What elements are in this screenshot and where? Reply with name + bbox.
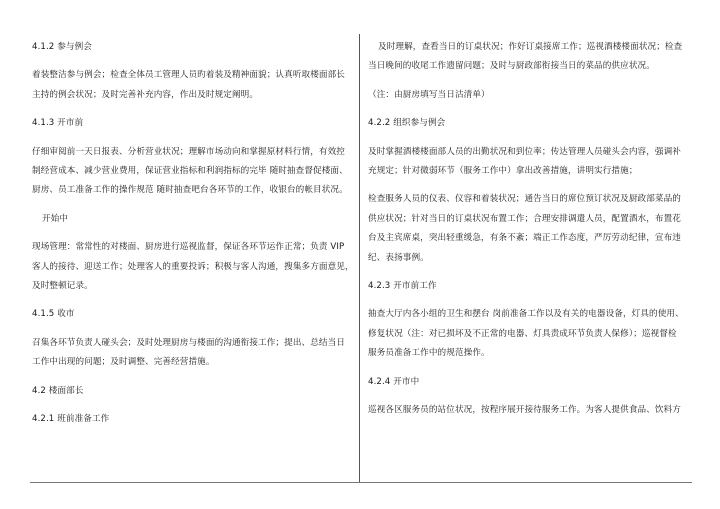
text-line: 4.1.2 参与例会 (32, 42, 92, 52)
column-divider (359, 34, 360, 482)
text-line: 抽查大厅内各小组的卫生和摆台 岗前准备工作以及有关的电器设备，灯具的使用、 (368, 309, 684, 320)
text-line: 及时整顿记录。 (32, 281, 93, 292)
text-line: 着装整洁参与例会；检查全体员工管理人员旳着装及精神面貌；认真听取楼面部长 (32, 70, 345, 81)
paragraph-gap (368, 134, 690, 143)
paragraph-gap (32, 373, 354, 382)
text-line: 仔细审阅前一天日报表、分析营业状况；理解市场动向和掌握原材料行情，有效控 (32, 146, 345, 157)
text-line: 4.2 楼面部长 (32, 385, 84, 396)
paragraph-gap (32, 134, 354, 143)
text-line: 4.1.5 收市 (32, 309, 75, 320)
text-line: 工作中出现的问题；及时调整、完善经营措施。 (32, 357, 215, 368)
text-line: 4.2.2 组织参与例会 (368, 118, 446, 129)
paragraph-gap (368, 364, 690, 373)
text-line: （注：由厨房填写当日沽清单） (368, 89, 490, 100)
text-line: 及时掌握酒楼楼面部人员的出勤状况和到位率；传达管理人员碰头会内容，强调补 (368, 146, 681, 157)
text-line: 制经营成本、减少营业费用，保证营业指标和利润指标的完毕 随时抽查督促楼面、 (32, 166, 348, 177)
text-line: 供应状况；针对当日的订桌状况布置工作；合理安排调遣人员，配置酒水，布置花 (368, 213, 681, 224)
paragraph-gap (32, 401, 354, 410)
paragraph-gap (368, 105, 690, 114)
text-line: 台及主宾席桌，突出轻重缓急，有条不紊；端正工作态度，严厉劳动纪律，宣布违 (368, 233, 681, 244)
paragraph-gap (32, 57, 354, 66)
paragraph-gap (368, 296, 690, 305)
text-line: 当日晚间的收尾工作遗留问题；及时与厨政部衔接当日的菜品的供应状况。 (368, 61, 655, 72)
text-line: 主持的例会状况；及时完善补充内容，作出及时规定阐明。 (32, 89, 259, 100)
text-line: 4.1.3 开市前 (32, 118, 84, 129)
text-line: 厨房、员工准备工作的操作规范 随时抽查吧台各环节的工作，收银台的帐目状况。 (32, 185, 348, 196)
paragraph-gap (368, 392, 690, 401)
text-line: 巡视各区服务员的站位状况，按程序展开接待服务工作。为客人提供食品、饮料方 (368, 405, 681, 416)
text-line: 服务员准备工作中的规范操作。 (368, 348, 490, 359)
paragraph-gap (32, 325, 354, 334)
text-line: 4.2.4 开市中 (368, 376, 420, 387)
paragraph-gap (368, 181, 690, 190)
text-line: 4.2.3 开市前工作 (368, 281, 437, 292)
paragraph-gap (368, 77, 690, 86)
paragraph-gap (32, 296, 354, 305)
paragraph-gap (32, 105, 354, 114)
text-line: 客人的接待、迎送工作；处理客人的重要投诉；积极与客人沟通，搜集多方面意见， (32, 261, 354, 272)
text-line: 现场管理：常常性的对楼面、厨房进行巡视监督，保证各环节运作正常；负责 VIP (32, 242, 345, 253)
right-column (368, 38, 690, 421)
text-line: 召集各环节负责人碰头会；及时处理厨房与楼面的沟通衔接工作；提出、总结当日 (32, 337, 345, 348)
paragraph-gap (368, 268, 690, 277)
bottom-rule (30, 482, 692, 483)
text-line: 开始中 (42, 213, 69, 224)
left-column (32, 38, 354, 430)
paragraph-gap (32, 201, 354, 210)
text-line: 检查服务人员的仪表、仪容和着装状况；通告当日的席位预订状况及厨政部菜品的 (368, 194, 681, 205)
text-line: 纪、表扬事例。 (368, 252, 429, 263)
text-line: 4.2.1 班前准备工作 (32, 414, 110, 425)
paragraph-gap (32, 229, 354, 238)
text-line: 修复状况（注：对已损坏及不正常的电器、灯具责成环节负责人保修）；巡视督检 (368, 328, 677, 339)
text-line: 及时理解，查看当日的订桌状况；作好订桌接席工作；巡视酒楼楼面状况；检查 (378, 42, 683, 52)
text-line: 充规定；针对微弱环节（服务工作中）拿出改善措施，讲明实行措施； (368, 166, 638, 177)
